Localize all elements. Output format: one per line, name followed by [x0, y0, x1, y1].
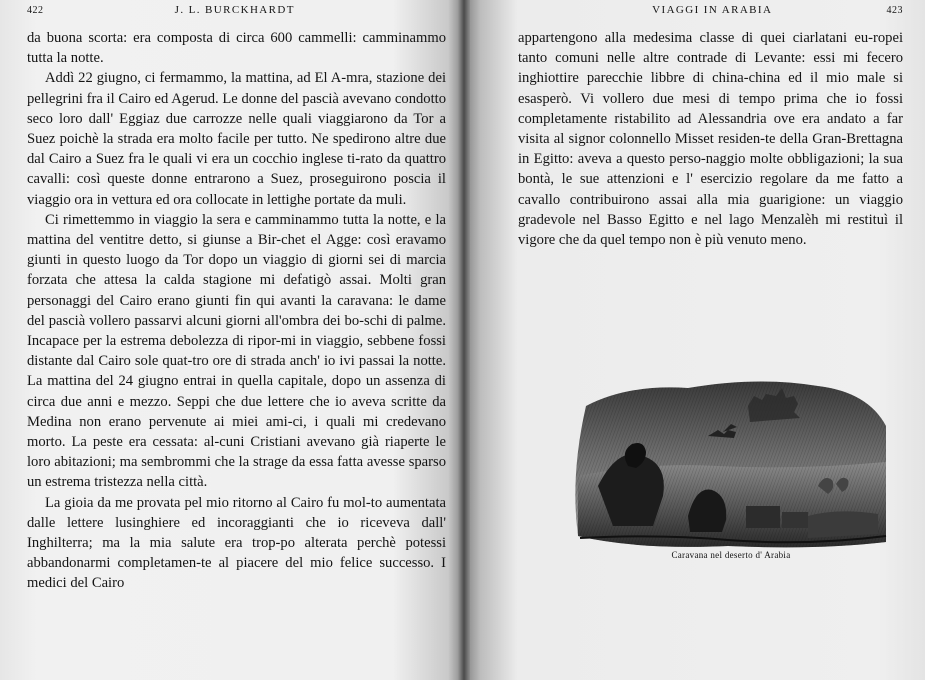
book-gutter: [458, 0, 470, 680]
right-running-head: VIAGGI IN ARABIA: [652, 4, 773, 16]
engraving-illustration: [568, 366, 894, 550]
right-page-number: 423: [886, 5, 903, 16]
figure-caption: Caravana nel deserto d' Arabia: [671, 550, 791, 560]
right-page-header: [518, 4, 903, 26]
right-paragraph-1: appartengono alla medesima classe di quei ciarlatani eu-ropei tanto comuni nelle altre contrade di Levante: essi mi fecero inghiottire parecchie libbre di china-china ed il mio male si esasperò. Vi vollero due mesi di tempo prima che io fossi completamente ristabilito ad Alessandria ove era andato a far visita al signor colonnello Misset residen-te della Gran-Brettagna in Egitto: aveva a questo perso-naggio molte obbligazioni; la sua bontà, le sue attenzioni e l' esercizio regolare da me fatto a cavallo contribuirono assai alla mia guarigione: un viaggio gradevole nel Basso Egitto e nel lago Menzalèh mi restituì il vigore che da quel tempo non è più venuto meno.: [518, 30, 903, 249]
left-paragraph-3: Ci rimettemmo in viaggio la sera e camminammo tutta la notte, e la mattina del ventitre detto, si giunse a Bir-chet el Agge: così eravamo giunti in questo luogo da Tor dopo un viaggio di giorni sei di marcia forzata che attesa la calda stagione mi defatigò assai. Molti gran personaggi del Cairo erano giunti fin qui avanti la caravana: le dame del pascià vollero passarvi alcuni giorni all'ombra dei bo-schi di palme. Incapace per la estrema debolezza di ripor-mi in viaggio, sebbene fossi distante dal Cairo sole quat-tro ore di strada anch' io ivi passai la notte. La mattina del 24 giugno entrai in quella capitale, dopo un assenza di circa due anni e mezzo. Seppi che due lettere che io aveva scritte da Medina non erano pervenute ai miei ami-ci, i quali mi credevano morto. La peste era cessata: al-cuni Cristiani avevano già riaperte le loro abitazioni; ma sembrommi che la strage da essa fatta avesse sparso un estrema tristezza nella città.: [27, 211, 446, 491]
right-page-text: [518, 28, 903, 250]
left-paragraph-1: da buona scorta: era composta di circa 600 cammelli: camminammo tutta la notte.: [27, 30, 446, 67]
left-page-header: [27, 4, 446, 26]
left-paragraph-2: Addì 22 giugno, ci fermammo, la mattina, ad El A-mra, stazione dei pellegrini fra il Cairo ed Agerud. Le donne del pascià avevano condotto seco loro dall' Eggiaz due carrozze nelle quali viaggiarono da Tor a Suez poichè la strada era molto facile per tutto. Ne spedirono altre due dal Cairo a Suez fra le quali vi era un cocchio inglese ti-rato da quattro cavalli: così queste donne entrarono a Suez, proseguirono poscia il viaggio ora in vettura ed ora collocate in lettighe portate da muli.: [27, 70, 446, 208]
left-running-head: J. L. BURCKHARDT: [174, 4, 295, 16]
right-page: [462, 0, 925, 680]
left-page: [0, 0, 462, 680]
caravan-engraving: [568, 366, 894, 562]
left-paragraph-4: La gioia da me provata pel mio ritorno al Cairo fu mol-to aumentata dalle lettere lusinghiere ed incoraggianti che io riceveva dall' Inghilterra; ma la mia salute era trop-po alterata perchè potessi abbandonarmi completamen-te al piacere del mio felice successo. I medici del Cairo: [27, 494, 446, 592]
left-page-text: [27, 28, 446, 594]
left-page-number: 422: [27, 5, 44, 16]
